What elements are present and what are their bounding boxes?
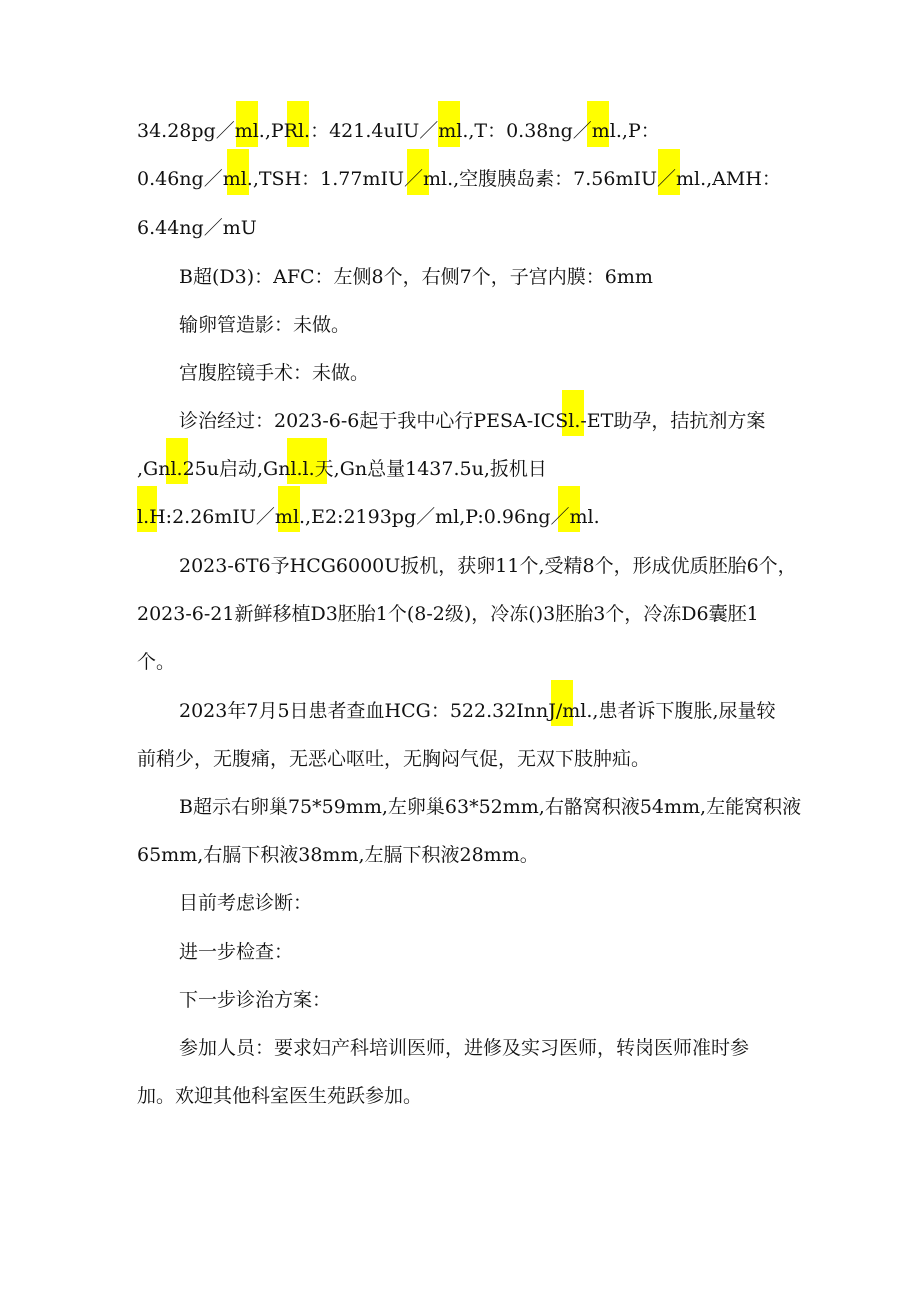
text-line: 目前考虑诊断：	[179, 892, 313, 914]
text-line: 个。	[137, 651, 176, 673]
text-line: 0.46ng／ml.,TSH：1.77mIU／ml.,空腹胰岛素：7.56mIU／ml.,AMH：	[137, 168, 781, 190]
text-line: 宫腹腔镜手术：未做。	[179, 362, 370, 384]
text-line: 65mm,右膈下积液38mm,左膈下积液28mm。	[137, 844, 539, 866]
text-line: 34.28pg／ml.,PRl.：421.4uIU／ml.,T：0.38ng／ml.,P：	[137, 120, 660, 142]
text-line: 2023年7月5日患者查血HCG：522.32InnJ/ml.,患者诉下腹胀,尿量较	[179, 700, 776, 722]
text-line: 下一步诊治方案：	[179, 989, 332, 1011]
text-line: 前稍少，无腹痛，无恶心呕吐，无胸闷气促，无双下肢肿疝。	[137, 748, 651, 770]
text-line: 进一步检查：	[179, 941, 294, 963]
text-line: 诊治经过：2023-6-6起于我中心行PESA-ICSl.-ET助孕，拮抗剂方案	[179, 410, 766, 432]
text-line: 2023-6-21新鲜移植D3胚胎1个(8-2级)，冷冻()3胚胎3个，冷冻D6囊胚1	[137, 603, 759, 625]
text-line: 输卵管造影：未做。	[179, 314, 351, 336]
text-line: 6.44ng／mU	[137, 217, 257, 239]
text-line: B超示右卵巢75*59mm,左卵巢63*52mm,右骼窝积液54mm,左能窝积液	[179, 796, 802, 818]
text-line: B超(D3)：AFC：左侧8个，右侧7个，子宫内膜：6mm	[179, 266, 653, 288]
text-line: ,Gnl.25u启动,Gnl.l.天,Gn总量1437.5u,扳机日	[137, 458, 547, 480]
text-line: 2023-6T6予HCG6000U扳机，获卵11个,受精8个，形成优质胚胎6个，	[179, 555, 797, 577]
text-line: l.H:2.26mIU／ml.,E2:2193pg／ml,P:0.96ng／ml.	[137, 506, 600, 528]
text-line: 加。欢迎其他科室医生苑跃参加。	[137, 1085, 423, 1107]
text-line: 参加人员：要求妇产科培训医师，进修及实习医师，转岗医师准时参	[179, 1037, 750, 1059]
